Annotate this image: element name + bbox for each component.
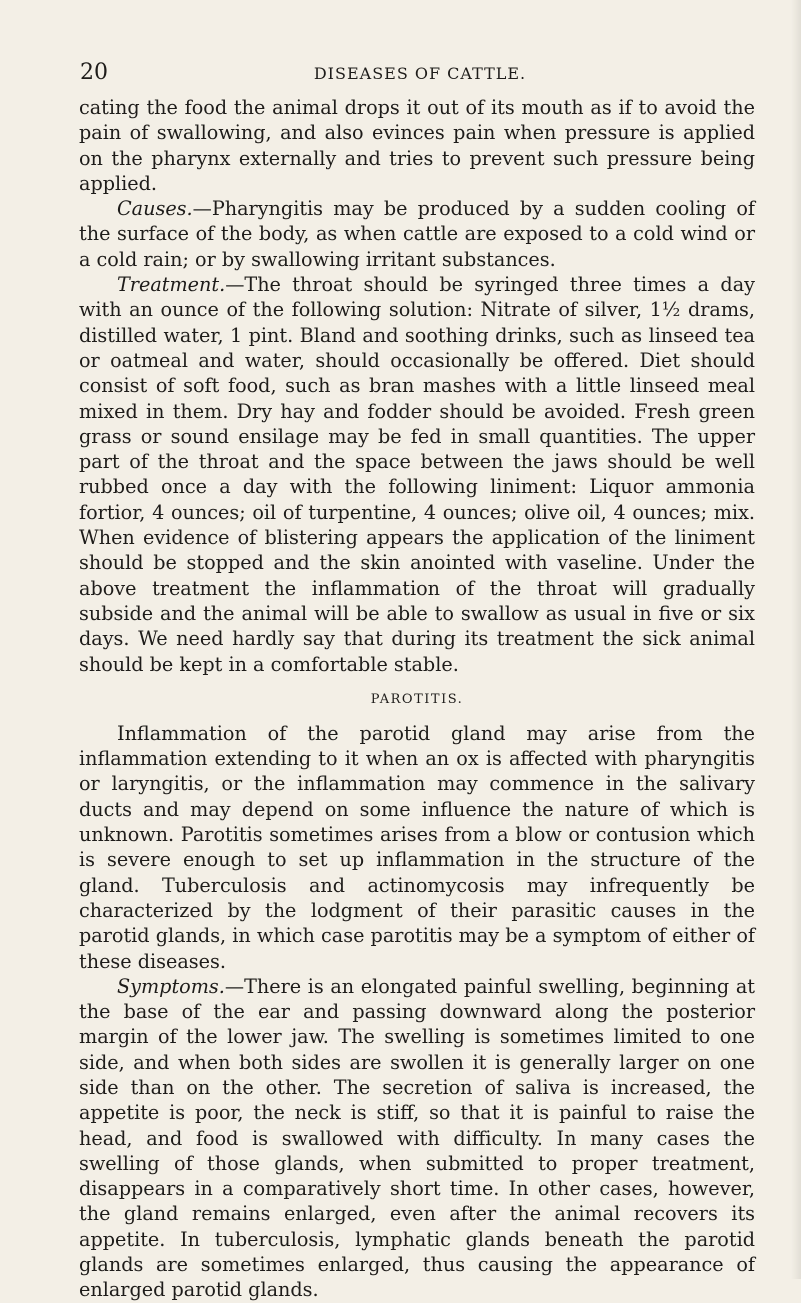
page-edge-shadow (791, 0, 801, 1279)
paragraph-text: cating the food the animal drops it out of its mouth as if to avoid the pain of swallowing, and also evinces pain when pressure is applied on the pharynx externally and tries to prevent such pressure being applied. (79, 96, 755, 195)
paragraph-text: Inflammation of the parotid gland may arise from the inflammation extending to it when an ox is affected with pharyngitis or laryngitis, or the inflammation may commence in the salivary ducts and may depend on some influence the nature of which is unknown. Parotitis sometimes arises from a blow or contusion which is severe enough to set up inflammation in the structure of the gland. Tuberculosis and actinomycosis may infrequently be characterized by the lodgment of their parasitic causes in the parotid glands, in which case parotitis may be a symptom of either of these diseases. (79, 721, 755, 973)
causes-label: Causes. (117, 197, 193, 221)
treatment-label: Treatment. (117, 273, 226, 297)
paragraph-parotitis-intro (79, 721, 755, 974)
symptoms-label: Symptoms. (117, 974, 225, 998)
paragraph-symptoms (79, 974, 755, 1303)
page-header (80, 60, 760, 90)
paragraph-causes (79, 196, 755, 272)
paragraph-continuation (79, 95, 755, 196)
paragraph-text: —There is an elongated painful swelling, beginning at the base of the ear and passing downward along the posterior margin of the lower jaw. The swelling is sometimes limited to one side, and when both sides are swollen it is generally larger on one side than on the other. The secretion of saliva is increased, the appetite is poor, the neck is stiff, so that it is painful to raise the head, and food is swallowed with difficulty. In many cases the swelling of those glands, when submitted to proper treatment, disappears in a comparatively short time. In other cases, however, the gland remains enlarged, even after the animal recovers its appetite. In tuberculosis, lymphatic glands beneath the parotid glands are sometimes enlarged, thus causing the appearance of enlarged parotid glands. (79, 974, 755, 1302)
running-title: DISEASES OF CATTLE. (313, 64, 527, 83)
paragraph-treatment (79, 272, 755, 677)
paragraph-text: —The throat should be syringed three times a day with an ounce of the following solution: Nitrate of silver, 1½ drams, distilled water, 1 pint. Bland and soothing drinks, such as linseed tea or oatmeal and water, should occasionally be offered. Diet should consist of soft food, such as bran mashes with a little linseed meal mixed in them. Dry hay and fodder should be avoided. Fresh green grass or sound ensilage may be fed in small quantities. The upper part of the throat and the space between the jaws should be well rubbed once a day with the following liniment: Liquor ammonia fortior, 4 ounces; oil of turpentine, 4 ounces; olive oil, 4 ounces; mix. When evidence of blistering appears the application of the liniment should be stopped and the skin anointed with vaseline. Under the above treatment the inflammation of the throat will gradually subside and the animal will be able to swallow as usual in five or six days. We need hardly say that during its treatment the sick animal should be kept in a comfortable stable. (79, 273, 755, 676)
paragraph-text: —Pharyngitis may be produced by a sudden cooling of the surface of the body, as when cattle are exposed to a cold wind or a cold rain; or by swallowing irritant substances. (79, 197, 755, 271)
page-number: 20 (80, 60, 108, 85)
body-text (79, 95, 755, 1303)
section-heading-parotitis: PAROTITIS. (370, 691, 464, 707)
